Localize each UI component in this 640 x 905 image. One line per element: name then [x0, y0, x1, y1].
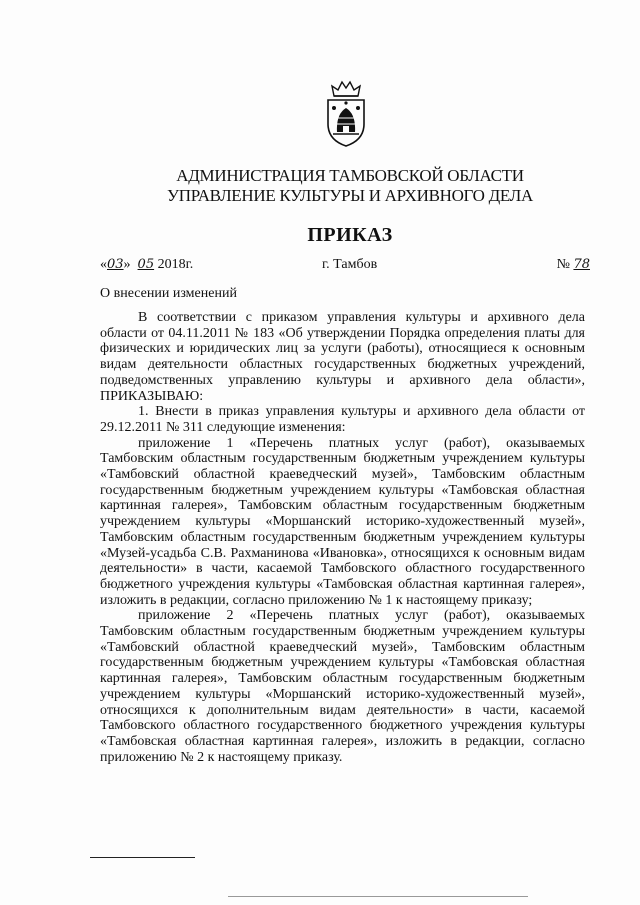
organization-name: АДМИНИСТРАЦИЯ ТАМБОВСКОЙ ОБЛАСТИ	[176, 166, 524, 185]
appendix-2-paragraph: приложение 2 «Перечень платных услуг (работ), оказываемых Тамбовским областным государственным бюджетным учреждением культуры «Тамбовский областной краеведческий музей», Тамбовским областным государственным бюджетным учреждением культуры «Тамбовская областная картинная галерея», Тамбовским областным государственным бюджетным учреждением культуры «Моршанский историко-художественный музей», относящихся к дополнительным видам деятельности» в части, касаемой Тамбовского областного государственного бюджетного учреждения культуры «Тамбовская областная картинная галерея», изложить в редакции, согласно приложению № 2 к настоящему приказу.	[100, 608, 585, 765]
document-subject: О внесении изменений	[100, 286, 237, 301]
appendix-1-paragraph: приложение 1 «Перечень платных услуг (работ), оказываемых Тамбовским областным государственным бюджетным учреждением культуры «Тамбовский областной краеведческий музей», Тамбовским областным государственным бюджетным учреждением культуры «Тамбовская областная картинная галерея», Тамбовским областным государственным бюджетным учреждением культуры «Моршанский историко-художественный музей», Тамбовским областным государственным бюджетным учреждением культуры «Музей-усадьба С.В. Рахманинова «Ивановка», относящихся к основным видам деятельности» в части, касаемой Тамбовского областного государственного бюджетного учреждения культуры «Тамбовская областная картинная галерея», изложить в редакции, согласно приложению № 1 к настоящему приказу;	[100, 435, 585, 608]
city-name: г. Тамбов	[322, 257, 378, 272]
coat-of-arms-emblem	[322, 78, 370, 150]
date-day: 03	[107, 257, 124, 272]
preamble-paragraph: В соответствии с приказом управления культуры и архивного дела области от 04.11.2011 № 183 «Об утверждении Порядка определения платы для физических и юридических лиц за услуги (работы), относящиеся к основным видам деятельности областных государственных бюджетных учреждений, подведомственных управлению культуры и архивного дела области», ПРИКАЗЫВАЮ:	[100, 310, 585, 404]
number-value: 78	[573, 257, 590, 272]
scan-artifact-line	[228, 896, 528, 897]
document-title: ПРИКАЗ	[307, 224, 393, 246]
footnote-divider	[90, 857, 195, 858]
order-item-1: 1. Внести в приказ управления культуры и архивного дела области от 29.12.2011 № 311 следующие изменения:	[100, 404, 585, 435]
date-year: 2018г.	[157, 257, 194, 272]
date-number-line	[100, 257, 590, 277]
document-number: № 78	[556, 257, 590, 272]
date-month: 05	[137, 257, 155, 272]
department-name: УПРАВЛЕНИЕ КУЛЬТУРЫ И АРХИВНОГО ДЕЛА	[167, 186, 533, 205]
document-body	[100, 310, 585, 765]
document-date: «03» 05 2018г.	[100, 257, 194, 272]
